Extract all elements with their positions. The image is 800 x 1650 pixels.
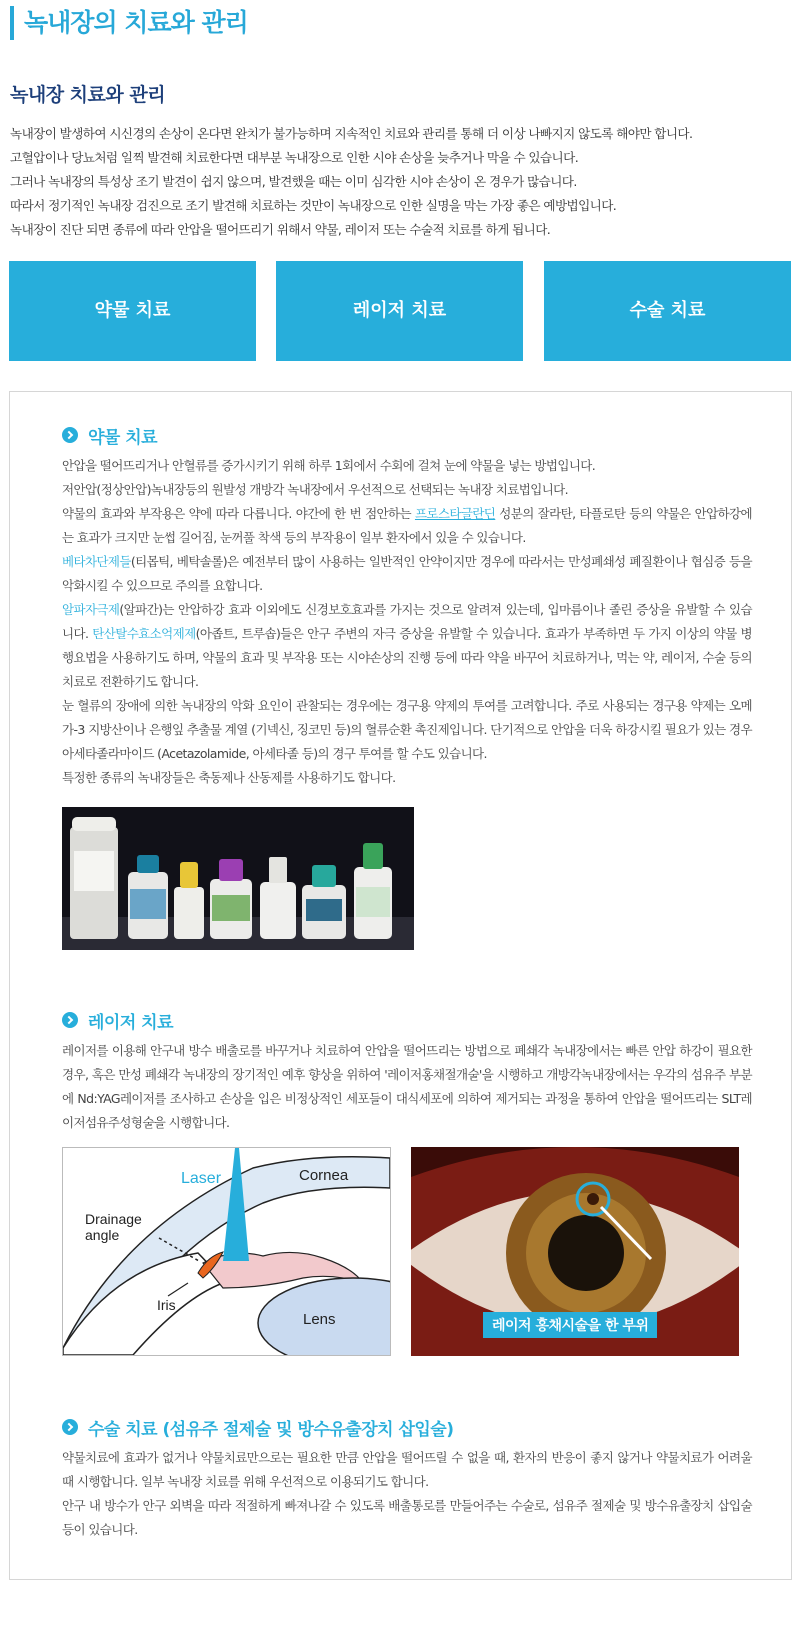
- lens-label: Lens: [303, 1311, 336, 1328]
- treatment-tabs: [9, 261, 793, 361]
- surgery-section: [62, 1414, 752, 1542]
- iris-label: Iris: [157, 1297, 176, 1313]
- intro-line: 그러나 녹내장의 특성상 조기 발견이 쉽지 않으며, 발견했을 때는 이미 심각한 시야 손상이 온 경우가 많습니다.: [10, 174, 577, 189]
- laser-label: Laser: [181, 1170, 222, 1187]
- surgery-paragraph: 안구 내 방수가 안구 외벽을 따라 적절하게 빠져나갈 수 있도록 배출통로를 만들어주는 수술로, 섬유주 절제술 및 방수유출장치 삽입술 등이 있습니다.: [62, 1498, 752, 1537]
- cornea-label: Cornea: [299, 1167, 349, 1184]
- angle-label: angle: [85, 1227, 120, 1243]
- tab-surgery-treatment[interactable]: 수술 치료: [544, 261, 791, 361]
- drug-paragraph: [62, 550, 752, 598]
- chevron-circle-icon: [62, 427, 78, 443]
- drug-section: [62, 422, 752, 790]
- intro-text: [10, 122, 795, 242]
- laser-diagram-illustration: [63, 1148, 390, 1355]
- surgery-title: 수술 치료 (섬유주 절제술 및 방수유출장치 삽입술): [88, 1419, 454, 1440]
- eye-drops-illustration: [62, 807, 414, 950]
- drug-text: (아좁트, 트루솝)들은 안구 주변의 자극 증상을 유발할 수 있습니다. 효과가 부족하면 두 가지 이상의 약물 병행요법을 사용하기도 하며, 약물의 효과 및 부작용 또는 시야손상의 진행 등에 따라 약을 바꾸어 치료하거나, 먹는 약, 레이저, 수술 등의 치료로 전환하기도 합니다.: [62, 626, 752, 689]
- chevron-circle-icon: [62, 1012, 78, 1028]
- cai-term: 탄산탈수효소억제제: [92, 626, 196, 641]
- laser-section: [62, 1007, 752, 1135]
- drug-text: (티몹틱, 베탁솔롤)은 예전부터 많이 사용하는 일반적인 안약이지만 경우에 따라서는 만성폐쇄성 폐질환이나 협심증 등을 악화시킬 수 있으므로 주의를 요합니다.: [62, 554, 752, 593]
- drug-paragraph: 안압을 떨어뜨리거나 안혈류를 증가시키기 위해 하루 1회에서 수회에 걸쳐 눈에 약물을 넣는 방법입니다.: [62, 458, 596, 473]
- drug-paragraph: [62, 598, 752, 694]
- eye-anatomy-diagram: [62, 1147, 391, 1356]
- drug-paragraph: 눈 혈류의 장애에 의한 녹내장의 악화 요인이 관찰되는 경우에는 경구용 약제의 투여를 고려합니다. 주로 사용되는 경구용 약제는 오메가-3 지방산이나 은행잎 추출물 계열 (기넥신, 징코민 등)의 혈류순환 촉진제입니다. 단기적으로 안압을 더욱 하강시킬 필요가 있는 경우 아세타졸라마이드 (Acetazolamide, 아세타졸 등)의 경구 투여를 할 수도 있습니다.: [62, 698, 752, 761]
- laser-body: [62, 1039, 752, 1135]
- drug-text: 성분의 잘라탄, 타플로탄 등의 약물은 안압하강에는 효과가 크지만 눈썹 길어짐, 눈꺼풀 착색 등의 부작용이 일부 환자에서 있을 수 있습니다.: [62, 506, 752, 545]
- alpha-agonist-term: 알파자극제: [62, 602, 120, 617]
- surgery-body: [62, 1446, 752, 1542]
- drug-paragraph: 특정한 종류의 녹내장들은 축동제나 산동제를 사용하기도 합니다.: [62, 770, 396, 785]
- surgery-paragraph: 약물치료에 효과가 없거나 약물치료만으로는 필요한 만큼 안압을 떨어뜨릴 수 없을 때, 환자의 반응이 좋지 않거나 약물치료가 어려울 때 시행합니다. 일부 녹내장 치료를 위해 우선적으로 이용되기도 합니다.: [62, 1450, 752, 1489]
- intro-line: 따라서 정기적인 녹내장 검진으로 조기 발견해 치료하는 것만이 녹내장으로 인한 실명을 막는 가장 좋은 예방법입니다.: [10, 198, 617, 213]
- eye-drops-photo: [62, 807, 414, 950]
- intro-line: 녹내장이 발생하여 시신경의 손상이 온다면 완치가 불가능하며 지속적인 치료와 관리를 통해 더 이상 나빠지지 않도록 해야만 합니다.: [10, 126, 693, 141]
- page-title: 녹내장의 치료와 관리: [10, 6, 248, 40]
- intro-line: 녹내장이 진단 되면 종류에 따라 안압을 떨어뜨리기 위해서 약물, 레이저 또는 수술적 치료를 하게 됩니다.: [10, 222, 551, 237]
- tab-drug-treatment[interactable]: 약물 치료: [9, 261, 256, 361]
- drainage-label: Drainage: [85, 1211, 142, 1227]
- laser-title: 레이저 치료: [88, 1012, 174, 1033]
- drug-title: 약물 치료: [88, 427, 158, 448]
- laser-heading: [62, 1007, 752, 1033]
- drug-paragraph: 저안압(정상안압)녹내장등의 원발성 개방각 녹내장에서 우선적으로 선택되는 녹내장 치료법입니다.: [62, 482, 569, 497]
- drug-paragraph: [62, 502, 752, 550]
- section-heading: 녹내장 치료와 관리: [10, 84, 166, 106]
- drug-heading: [62, 422, 752, 448]
- lasered-eye-photo: [411, 1147, 739, 1356]
- eye-photo-caption: 레이저 홍채시술을 한 부위: [483, 1312, 657, 1338]
- prostaglandin-link[interactable]: 프로스타글란딘: [414, 506, 496, 521]
- tab-laser-treatment[interactable]: 레이저 치료: [276, 261, 523, 361]
- drug-body: [62, 454, 752, 790]
- intro-line: 고혈압이나 당뇨처럼 일찍 발견해 치료한다면 대부분 녹내장으로 인한 시야 손상을 늦추거나 막을 수 있습니다.: [10, 150, 579, 165]
- chevron-circle-icon: [62, 1419, 78, 1435]
- drug-text: 약물의 효과와 부작용은 약에 따라 다릅니다. 야간에 한 번 점안하는: [62, 506, 415, 521]
- drug-text: (알파간)는 안압하강 효과 이외에도 신경보호효과를 가지는 것으로 알려져 있는데, 입마름이나 졸린 증상을 유발할 수 있습니다.: [62, 602, 752, 641]
- surgery-heading: [62, 1414, 752, 1440]
- laser-paragraph: 레이저를 이용해 안구내 방수 배출로를 바꾸거나 치료하여 안압을 떨어뜨리는 방법으로 폐쇄각 녹내장에서는 빠른 안압 하강이 필요한 경우, 혹은 만성 폐쇄각 녹내장의 장기적인 예후 향상을 위하여 '레이저홍채절개술'을 시행하고 개방각녹내장에서는 우각의 섬유주 부분에 Nd:YAG레이저를 조사하고 손상을 입은 비정상적인 세포들이 대식세포에 의하여 제거되는 과정을 통하여 안압을 떨어뜨리는 SLT레이저섬유주성형술을 시행합니다.: [62, 1043, 752, 1130]
- treatment-content-box: [9, 391, 792, 1580]
- beta-blocker-term: 베타차단제들: [62, 554, 131, 569]
